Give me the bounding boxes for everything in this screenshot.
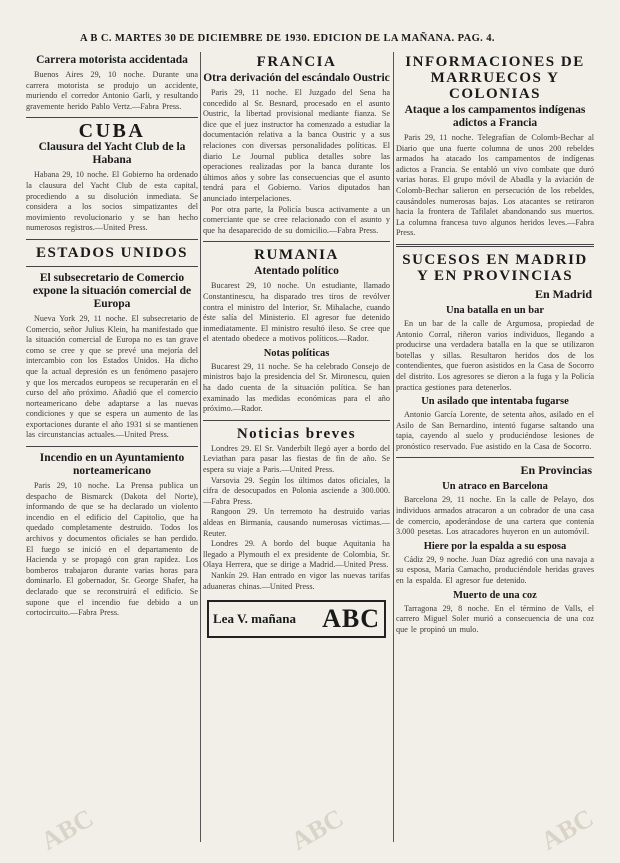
page-header: A B C. MARTES 30 DE DICIEMBRE DE 1930. EDICION DE LA MAÑANA. PAG. 4. <box>80 33 495 44</box>
article-body: Paris 29, 10 noche. La Prensa publica un despacho de Bismarck (Dakota del Norte), informando de que se ha declarado un violento incendio en el edificio del Capitolio, que ha quedado completamente destruido. Todos los archivos y documentos oficiales se han perdido. El fuego se inició en el departamento de Hacienda y se propagó con gran rapidez. Los bomberos trabajaron durante varias horas para dominarlo. El gobernador, Sr. George Shafer, ha declarado que se reconstruirá el edificio. Se supone que el incendio fue debido a un cortocircuito.—Fabra Press. <box>26 481 198 618</box>
article-title: El subsecretario de Comercio expone la situación comercial de Europa <box>32 271 192 310</box>
divider <box>396 244 594 247</box>
article-title: Una batalla en un bar <box>445 304 545 316</box>
article-body: Tarragona 29, 8 noche. En el término de Valls, el carrero Miguel Soler murió a consecuencia de una coz que le propinó un mulo. <box>396 603 594 634</box>
subsection-heading: En Madrid <box>534 286 592 301</box>
article-title: Hiere por la espalda a su esposa <box>423 540 567 552</box>
article-body: Paris 29, 11 noche. Telegrafían de Colomb-Bechar al Diario que una fuerte columna de unos 200 rebeldes armados ha atacado los campamentos de indígenas adictos a Francia. Se entabló un vivo combate que duró varias horas. El grupo móvil de Abadla y la aviación de Colomb-Bechar salieron en persecución de los rebeldes, causándoles numerosas bajas. Los atacantes se retiraron hacia la frontera de Tafilalet abandonando sus muertos. La columna francesa tuvo algunos heridos leves.—Fabra Press. <box>396 133 594 238</box>
section-heading: INFORMACIONES DE MARRUECOS Y COLONIAS <box>405 54 585 102</box>
article-body: En un bar de la calle de Argumosa, propiedad de Antonio Corral, riñeron varios individuos, llegando a producirse una verdadera batalla en la que se utilizaron botellas y sillas. Resultaron heridos dos de los contendientes, que fueron asistidos en la Casa de Socorro del distrito. Los agresores se dieron a la fuga y la Policía practica gestiones para detenerlos. <box>396 318 594 392</box>
article-title: Atentado político <box>254 265 339 278</box>
column-right <box>396 52 594 635</box>
country-heading: CUBA <box>78 120 146 143</box>
article-body: Paris 29, 11 noche. El Juzgado del Sena ha concedido al Sr. Besnard, procesado en el asunto Oustric, la libertad provisional mediante fianza. Se dice que el juez instructor ha comenzado a estudiar la documentación relativa a la banca Oustric y a sus relaciones con diversas personalidades políticas. El diario Le Journal publica detalles sobre las operaciones realizadas por la banca durante los últimos años y sobre las consecuencias que el asunto tendrá para el Gobierno. Varios diputados han anunciado interpelaciones. Por otra parte, la Policía busca activamente a un comerciante que se cree relacionado con el asunto y que ha desaparecido de su domicilio.—Fabra Press. <box>203 88 390 235</box>
divider <box>203 420 390 421</box>
article-body: Buenos Aires 29, 10 noche. Durante una carrera motorista se produjo un accidente, muriendo el corredor Antonio Garli, y resultando gravemente herido Pablo Vertz.—Fabra Press. <box>26 70 198 111</box>
country-heading: RUMANIA <box>254 247 339 264</box>
article-body: Antonio García Lorente, de setenta años, asilado en el Asilo de San Bernardino, intentó fugarse saltando una tapia, cayendo al suelo y produciéndose lesiones de pronóstico reservado. Fue asistido en la Casa de Socorro. <box>396 410 594 451</box>
article-body: Nueva York 29, 11 noche. El subsecretario de Comercio, señor Julius Klein, ha manifestado que la situación comercial de Europa no es tan grave como se cree y que se prevé una mejoría del intercambio con los Estados Unidos. Ha dicho que la actual depresión es un fenómeno pasajero y que los mercados europeos se recuperarán en el curso del año próximo. Añadió que el comercio norteamericano debe adaptarse a las nuevas condiciones y que se espera un aumento de las exportaciones durante el año 1931 si se mantienen las circunstancias actuales.—United Press. <box>26 313 198 440</box>
watermark-logo: ABC <box>536 803 599 856</box>
section-heading: Noticias breves <box>236 425 357 442</box>
divider <box>26 446 198 447</box>
article-body: Londres 29. El Sr. Vanderbilt llegó ayer a bordo del Leviathan para pasar las fiestas de fin de año. Se espera su viaje a Paris.—United Press. Varsovia 29. Según los últimos datos oficiales, la cifra de desocupados en Polonia asciende a 300.000.—Fabra Press. Rangoon 29. Un terremoto ha destruido varias aldeas en Birmania, causando numerosas víctimas.—Reuter. Londres 29. A bordo del buque Aquitania ha llegado a Plymouth el ex presidente de Colombia, Sr. Olaya Herrera, que se dirige a Madrid.—United Press. Nankín 29. Han entrado en vigor las nuevas tarifas aduaneras chinas.—United Press. <box>203 443 390 591</box>
divider <box>396 457 594 458</box>
article-title: Incendio en un Ayuntamiento norteamericano <box>39 452 185 478</box>
advertisement-box <box>207 600 386 638</box>
article-title: Muerto de una coz <box>453 589 537 601</box>
divider <box>203 241 390 242</box>
divider <box>26 266 198 267</box>
abc-logo: ABC <box>322 604 380 634</box>
country-heading: FRANCIA <box>256 54 337 70</box>
article-title: Ataque a los campamentos indígenas adictos a Francia <box>404 104 586 129</box>
subsection-heading: En Provincias <box>520 463 592 478</box>
article-body: Habana 29, 10 noche. El Gobierno ha ordenado la clausura del Yacht Club de esta capital, procediendo a su disolución inmediata. Se considera a los socios simpatizantes del movimiento revolucionario y se han hecho numerosos registros.—United Press. <box>26 170 198 233</box>
watermark-logo: ABC <box>36 803 99 856</box>
divider <box>26 117 198 118</box>
article-body: Cádiz 29, 9 noche. Juan Díaz agredió con una navaja a su esposa, María Camacho, produciéndole heridas graves en la espalda. El agresor fue detenido. <box>396 554 594 586</box>
article-body: Barcelona 29, 11 noche. En la calle de Pelayo, dos individuos armados atracaron a un cobrador de una casa de comercio, apoderándose de una cartera que contenía 3.000 pesetas. Los atracadores huyeron en un automóvil. <box>396 495 594 537</box>
column-left <box>26 52 198 619</box>
column-middle <box>203 52 390 638</box>
watermark-logo: ABC <box>286 803 349 856</box>
country-heading: ESTADOS UNIDOS <box>35 244 188 261</box>
article-title: Un atraco en Barcelona <box>442 481 548 493</box>
article-title: Un asilado que intentaba fugarse <box>421 396 569 408</box>
article-title: Clausura del Yacht Club de la Habana <box>38 141 186 167</box>
divider <box>26 239 198 240</box>
ad-text: Lea V. mañana <box>213 611 296 627</box>
article-title: Carrera motorista accidentada <box>36 54 188 66</box>
article-title: Otra derivación del escándalo Oustric <box>203 72 390 84</box>
article-body: Bucarest 29, 11 noche. Se ha celebrado Consejo de ministros bajo la presidencia del Sr. Mironescu, quien ha dado cuenta de la situación política. Se han examinado las medidas económicas para el año próximo.—Rador. <box>203 361 390 414</box>
section-heading: SUCESOS EN MADRID Y EN PROVINCIAS <box>402 251 588 284</box>
column-rule <box>200 52 201 842</box>
article-title: Notas políticas <box>263 347 330 359</box>
column-rule <box>393 52 394 842</box>
article-body: Bucarest 29, 10 noche. Un estudiante, llamado Constantinescu, ha disparado tres tiros de revólver contra el ministro del Interior, Sr. Mihalache, cuando éste salía del Ministerio. El agresor fue detenido inmediatamente. El ministro resultó ileso. Se cree que el atentado obedece a motivos políticos.—Rador. <box>203 281 390 344</box>
